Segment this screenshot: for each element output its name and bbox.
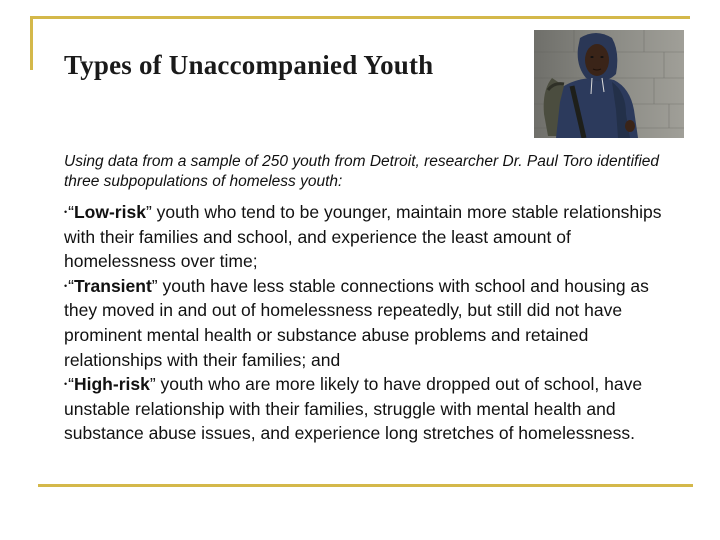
decorative-bottom-line — [38, 484, 693, 487]
bullet-icon: • — [64, 207, 68, 217]
decorative-top-line — [30, 16, 690, 19]
open-quote: “ — [68, 202, 74, 222]
description-transient: ” youth have less stable connections with school and housing as they moved in and out of homelessness repeatedly, but still did not have prominent mental health or substance abuse problems and retained relationships with their families; and — [64, 275, 649, 370]
list-item-high-risk — [64, 372, 672, 446]
bullet-icon: • — [64, 379, 68, 390]
subpopulation-list — [64, 200, 672, 446]
open-quote: “ — [68, 374, 74, 395]
list-item-low-risk — [64, 200, 672, 274]
term-low-risk: Low-risk — [73, 202, 146, 222]
youth-photo — [534, 30, 684, 138]
term-high-risk: High-risk — [73, 374, 150, 395]
open-quote: “ — [68, 275, 74, 296]
description-high-risk: ” youth who are more likely to have dropped out of school, have unstable relationship with their families, struggle with mental health and substance abuse issues, and experience long stretches of homelessness. — [64, 374, 643, 444]
slide-title: Types of Unaccompanied Youth — [64, 50, 434, 80]
description-low-risk: ” youth who tend to be younger, maintain more stable relationships with their families and school, and experience the least amount of homelessness over time; — [64, 202, 662, 272]
decorative-left-line — [30, 16, 33, 70]
intro-paragraph: Using data from a sample of 250 youth from Detroit, researcher Dr. Paul Toro identified three subpopulations of homeless youth: — [64, 153, 660, 190]
term-transient: Transient — [73, 275, 152, 296]
list-item-transient — [64, 274, 672, 372]
bullet-icon: • — [64, 280, 68, 291]
